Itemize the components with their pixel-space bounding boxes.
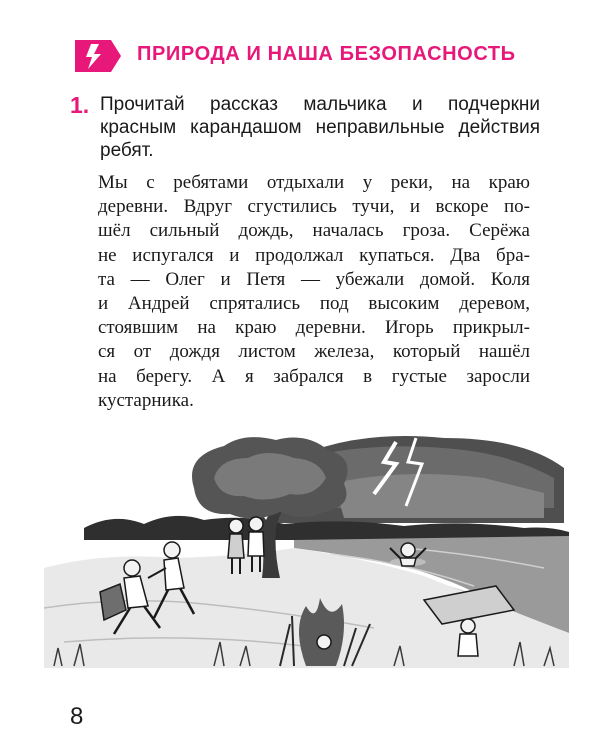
story-line: ся от дождя листом железа, который нашёл <box>98 341 530 363</box>
story-line: и Андрей спрятались под высоким деревом, <box>98 293 530 315</box>
task-number: 1. <box>70 92 90 118</box>
story-line: на берегу. А я забрался в густые заросли <box>98 365 530 387</box>
lightning-bolt-icon <box>71 37 127 75</box>
story-line: деревни. Вдруг сгустились тучи, и вскоре по- <box>98 196 530 218</box>
story-line: кустарника. <box>98 389 194 411</box>
story-line: шёл сильный дождь, началась гроза. Серёжа <box>98 220 530 242</box>
story-line: стоявшим на краю деревни. Игорь прикрыл- <box>98 317 530 339</box>
story-line: Мы с ребятами отдыхали у реки, на краю <box>98 172 530 193</box>
task-instruction: Прочитай рассказ мальчика и подчеркни красным карандашом неправильные действия ребят. <box>100 94 540 161</box>
story-line: та — Олег и Петя — убежали домой. Коля <box>98 268 530 290</box>
story-text <box>98 171 530 413</box>
story-line: не испугался и продолжал купаться. Два бра- <box>98 244 530 266</box>
page-number: 8 <box>70 703 84 730</box>
section-title: ПРИРОДА И НАША БЕЗОПАСНОСТЬ <box>137 43 516 65</box>
thunderstorm-illustration <box>44 428 574 668</box>
section-header <box>71 36 516 76</box>
